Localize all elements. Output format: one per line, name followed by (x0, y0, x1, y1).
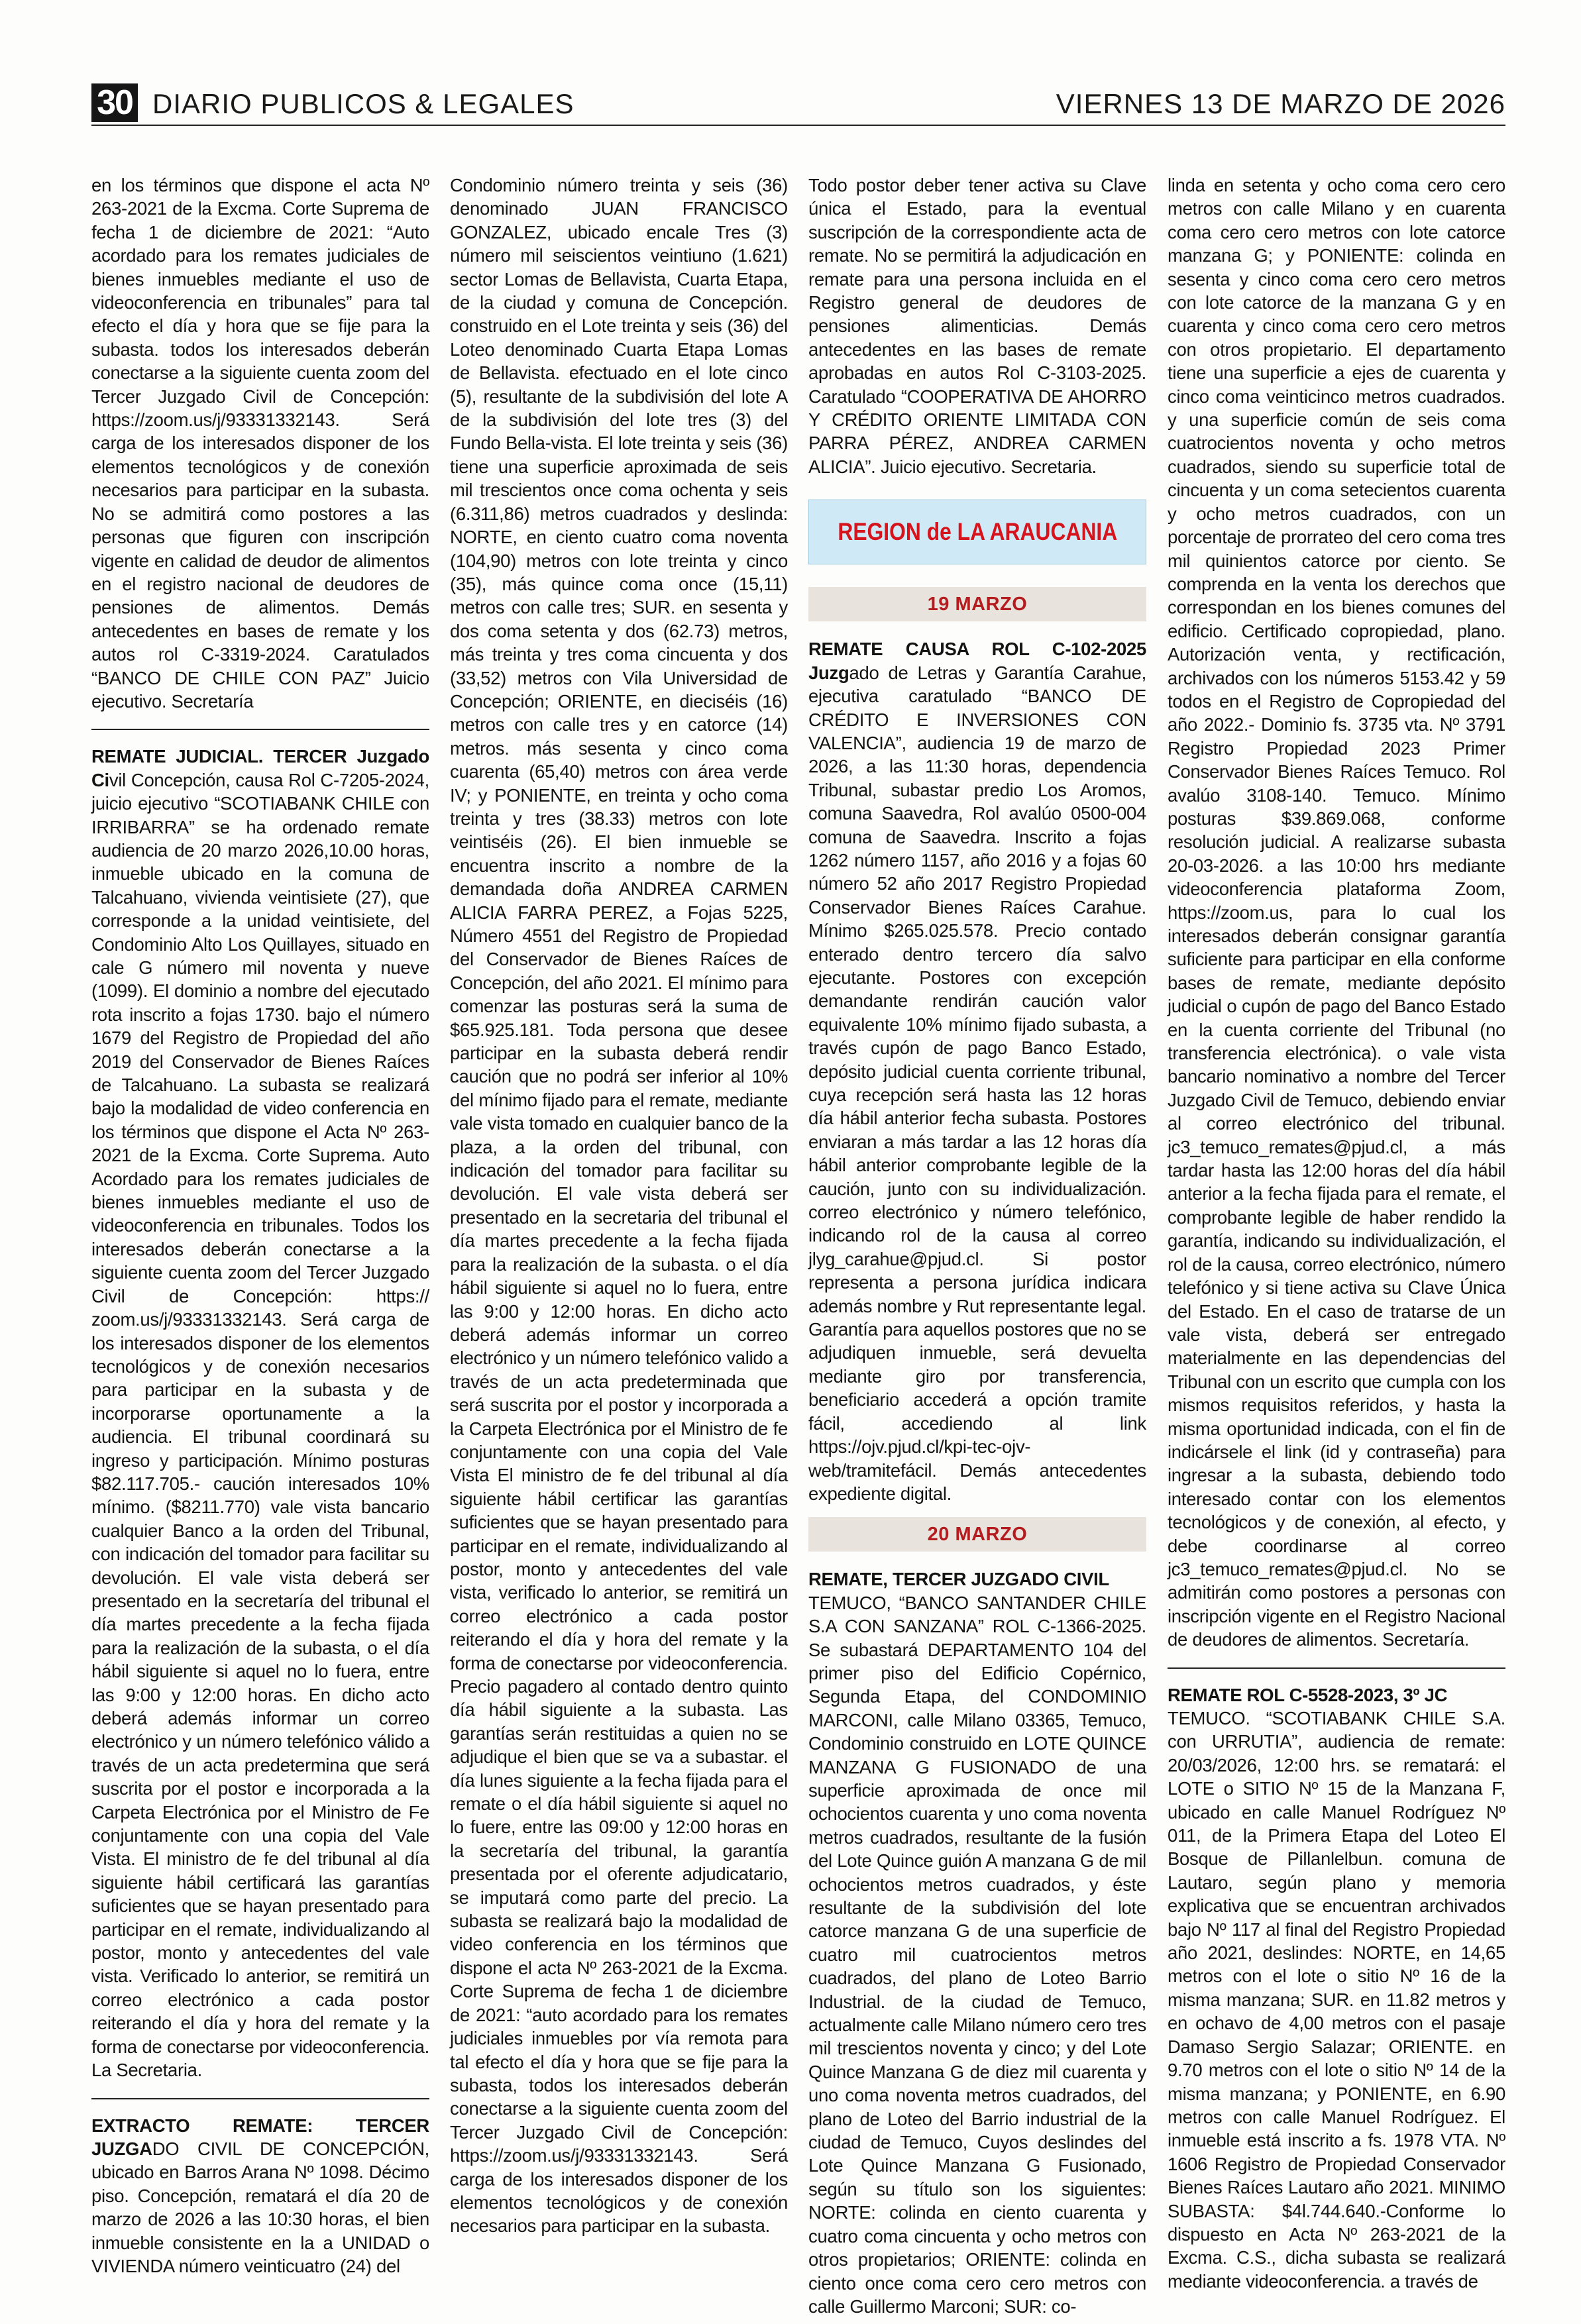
notice-remate-lautaro (1168, 1683, 1505, 2294)
issue-date: VIERNES 13 DE MARZO DE 2026 (1056, 88, 1505, 119)
notice-body: TEMUCO. “SCOTIABANK CHILE S.A. con URRUTIA”, audiencia de remate: 20/03/2026, 12:00 hrs. se rematará: el LOTE o SITIO Nº 15 de la Manzana F, ubicado en calle Manuel Rodríguez Nº 011, de la Primera Etapa del Loteo El Bosque de Pillanlelbun. comuna de Lautaro, según plano y memoria explicativa que se encuentran archivados bajo Nº 117 al final del Registro Propiedad año 2021, deslindes: NORTE, en 14,65 metros con el lote o sitio Nº 16 de la misma manzana; SUR. en 11.82 metros y en ochavo de 4,00 metros con el pasaje Damaso Sergio Salazar; ORIENTE. en 9.70 metros con el lote o sitio Nº 14 de la misma manzana; y PONIENTE, en 6.90 metros con calle Manuel Rodríguez. El inmueble está inscrito a fs. 1978 VTA. Nº 1606 Registro de Propiedad Conservador Bienes Raíces Lautaro año 2021. MINIMO SUBASTA: $4l.744.640.-Conforme lo dispuesto en Acta Nº 263-2021 de la Excma. C.S., dicha subasta se realizará mediante videoconferencia. a través de (1168, 1708, 1505, 2292)
notice-continuation: en los términos que dispone el acta Nº 263-2021 de la Excma. Corte Suprema de fecha 1 de diciembre de 2021: “Auto acordado para los remates judiciales de bienes inmuebles mediante el uso de videoconferencia en tribunales” para tal efecto el día y hora que se fije para la subasta. todos los interesados deberán conectarse a la siguiente cuenta zoom del Tercer Juzgado Civil de Concepción: https://zoom.us/j/93331332143. Será carga de los interesados disponer de los elementos tecnológicos y de conexión necesarios para participar en la subasta. No se admitirá como postores a las personas que figuren con inscripción vigente en calidad de deudor de alimentos en el registro nacional de deudores de pensiones de alimentos. Demás antecedentes en bases de remate y los autos rol C-3319-2024. Caratulados “BANCO DE CHILE CON PAZ” Juicio ejecutivo. Secretaría (91, 175, 429, 712)
notice-body: TEMUCO, “BANCO SANTANDER CHILE S.A CON SANZANA” ROL C-1366-2025. Se subastará DEPARTAMENTO 104 del primer piso del Edificio Copérnico, Segunda Etapa, del CONDOMINIO MARCONI, calle Milano 03365, Temuco, Condominio construido en LOTE QUINCE MANZANA G FUSIONADO de una superficie aproximada de once mil ochocientos cuarenta y uno coma noventa metros cuadrados, resultante de la fusión del Lote Quince guión A manzana G de mil ochocientos metros cuadrados, y éste resultante de la subdivisión del lote catorce manzana G de una superficie de cuatro mil cuatrocientos metros cuadrados, del plano de Loteo Barrio Industrial. de la ciudad de Temuco, actualmente calle Milano número cero tres mil trescientos noventa y cinco; y del Lote Quince Manzana G de diez mil cuarenta y uno coma noventa metros cuadrados, del plano de Loteo del Barrio industrial de la ciudad de Temuco, Cuyos deslindes del Lote Quince Manzana G Fusionado, según su título son los siguientes: NORTE: colinda en ciento cuarenta y cuatro coma cincuenta y ocho metros con otros propietarios; ORIENTE: colinda en ciento once coma cero cero metros con calle Guillermo Marconi; SUR: co- (808, 1592, 1146, 2317)
notice-body: ado de Letras y Garantía Carahue, ejecutiva caratulado “BANCO DE CRÉDITO E INVERSIONES CON VALENCIA”, audiencia 19 de marzo de 2026, a las 11:30 horas, dependencia Tribunal, subastar predio Los Aromos, comuna Saavedra, Rol avalúo 0500-004 comuna de Saavedra. Inscrito a fojas 1262 número 1157, año 2016 y a fojas 60 número 52 año 2017 Registro Propiedad Conservador Bienes Raíces Carahue. Mínimo $265.025.578. Precio contado enterado dentro tercero día salvo ejecutante. Postores con excepción demandante rendirán caución valor equivalente 10% mínimo fijado subasta, a través cupón de pago Banco Estado, depósito judicial cuenta corriente tribunal, cuya recepción será hasta las 12 horas día hábil anterior fecha subasta. Postores enviaran a más tardar a las 12 horas día hábil anterior comprobante legible de la caución, junto con su individualización. correo electrónico y número telefónico, indicando rol de la causa al correo jlyg_carahue@pjud.cl. Si postor representa a persona jurídica indicara además nombre y Rut representante legal. Garantía para aquellos postores que no se adjudiquen inmueble, será devuelta mediante giro por transferencia, beneficiario accederá a opción tramite fácil, accediendo al link https://ojv.pjud.cl/kpi-tec-ojv-web/tramitefácil. Demás antecedentes expediente digital. (808, 662, 1146, 1504)
page-number: 30 (91, 83, 138, 122)
header-rule (91, 125, 1505, 126)
date-header-19-marzo: 19 MARZO (808, 587, 1146, 621)
notice-body: vil Concepción, causa Rol C-7205-2024, juicio ejecutivo “SCOTIABANK CHILE con IRRIBARRA” se ha ordenado remate audiencia de 20 marzo 2026,10.00 horas, inmueble ubicado en la comuna de Talcahuano, vivienda veintisiete (27), que corresponde a la unidad veintisiete, del Condominio Alto Los Quillayes, situado en cale G número mil noventa y nueve (1099). El dominio a nombre del ejecutado rota inscrito a fojas 1730. bajo el número 1679 del Registro de Propiedad del año 2019 del Conservador de Bienes Raíces de Talcahuano. La subasta se realizará bajo la modalidad de video conferencia en los términos que dispone el Acta Nº 263-2021 de la Excma. Corte Suprema. Auto Acordado para los remates judiciales de bienes inmuebles mediante el uso de videoconferencia en tribunales. Todos los interesados deberán conectarse a la siguiente cuenta zoom del Tercer Juzgado Civil de Concepción: https:// zoom.us/j/93331332143. Será carga de los interesados disponer de los elementos tecnológicos y de conexión necesarios para participar en la subasta y de incorporarse oportunamente a la audiencia. El tribunal coordinará su ingreso y participación. Mínimo posturas $82.117.705.- caución interesados 10% mínimo. ($8211.770) vale vista bancario cualquier Banco a la orden del Tribunal, con indicación del tomador para facilitar su devolución. El vale vista deberá ser presentado en la secretaría del tribunal el día martes precedente a la fecha fijada para la realización de la subasta, o el día hábil siguiente si aquel no lo fuera, entre las 9:00 y 12:00 horas. En dicho acto deberá además informar un correo electrónico y un número telefónico válido a través de un acta predetermina que será suscrita por el postor e incorporada a la Carpeta Electrónica por el Ministro de Fe conjuntamente con una copia del Vale Vista. El ministro de fe del tribunal al día siguiente hábil certificará las garantías suficientes que se hayan presentado para participar en el remate, individualizando al postor, monto y antecedentes del vale vista. Verificado lo anterior, se remitirá un correo electrónico a cada postor reiterando el día y hora del remate y la forma de conectarse por videoconferencia. La Secretaria. (91, 769, 429, 2081)
notice-heading: REMATE CAUSA ROL C-102-2025 Juzg (808, 639, 1146, 683)
notice-remate-carahue (808, 637, 1146, 1505)
notice-separator (91, 729, 429, 730)
notice-body: DO CIVIL DE CONCEPCIÓN, ubicado en Barros Arana Nº 1098. Décimo piso. Concepción, rematará el día 20 de marzo de 2026 a las 10:30 horas, el bien inmueble consistente en la a UNIDAD o VIVIENDA número veinticuatro (24) del (91, 2138, 429, 2276)
region-title: REGION de LA ARAUCANIA (838, 518, 1117, 546)
article-columns (91, 174, 1505, 2317)
notice-heading: REMATE, TERCER JUZGADO CIVIL (808, 1569, 1110, 1590)
column-2 (450, 174, 788, 2287)
column-3 (808, 174, 1146, 2317)
notice-remate-temuco (808, 1567, 1146, 2318)
date-header-20-marzo: 20 MARZO (808, 1517, 1146, 1552)
region-banner (808, 500, 1146, 564)
notice-separator (1168, 1667, 1505, 1669)
column-1 (91, 174, 429, 2287)
notice-heading: REMATE JUDICIAL. TERCER Juzgado Ci (91, 746, 429, 790)
notice-remate-judicial (91, 745, 429, 2082)
notice-continuation: Todo postor deber tener activa su Clave única el Estado, para la eventual suscripción de la correspondiente acta de remate. No se permitirá la adjudicación en remate para una persona incluida en el Registro general de deudores de pensiones alimenticias. Demás antecedentes en las bases de remate aprobadas en autos Rol C-3103-2025. Caratulado “COOPERATIVA DE AHORRO Y CRÉDITO ORIENTE LIMITADA CON PARRA PÉREZ, ANDREA CARMEN ALICIA”. Juicio ejecutivo. Secretaria. (808, 175, 1146, 477)
notice-heading: EXTRACTO REMATE: TERCER JUZGA (91, 2115, 429, 2159)
publication-name: DIARIO PUBLICOS & LEGALES (152, 88, 574, 119)
page-header (91, 83, 1505, 122)
column-4 (1168, 174, 1505, 2292)
notice-continuation: linda en setenta y ocho coma cero cero metros con calle Milano y en cuarenta coma cero cero metros con lote catorce manzana G; y PONIENTE: colinda en sesenta y cinco coma cero cero metros con lote catorce de la manzana G y en cuarenta y cinco coma cero cero metros con otros propietario. El departamento tiene una superficie a ejes de cuarenta y cinco coma veinticinco metros cuadrados. y una superficie común de seis coma cuatrocientos noventa y ocho metros cuadrados, siendo su superficie total de cincuenta y un coma setecientos cuarenta y ocho metros cuadrados, con un porcentaje de prorrateo del cero coma tres mil quinientos catorce por ciento. Se comprenda en la venta los derechos que correspondan en los bienes comunes del edificio. Certificado copropiedad, plano. Autorización venta, y rectificación, archivados con los números 5153.42 y 59 todos en el Registro de Copropiedad del año 2022.- Dominio fs. 3735 vta. Nº 3791 Registro Propiedad 2023 Primer Conservador Bienes Raíces Temuco. Rol avalúo 3108-140. Temuco. Mínimo posturas $39.869.068, conforme resolución judicial. A realizarse subasta 20-03-2026. a las 10:00 hrs mediante videoconferencia plataforma Zoom, https://zoom.us, para lo cual los interesados deberán consignar garantía suficiente para participar en ella conforme bases de remate, mediante depósito judicial o cupón de pago del Banco Estado en la cuenta corriente del Tribunal (no transferencia electrónica). o vale vista bancario nominativo a nombre del Tercer Juzgado Civil de Temuco, debiendo enviar al correo electrónico del tribunal. jc3_temuco_remates@pjud.cl, a más tardar hasta las 12:00 horas del día hábil anterior a la fecha fijada para el remate, el comprobante legible de haber rendido la garantía, indicando su individualización, el rol de la causa, correo electrónico, número telefónico y si tiene activa su Clave Única del Estado. En el caso de tratarse de un vale vista, deberá ser entregado materialmente en las dependencias del Tribunal con un escrito que cumpla con los mismos requisitos referidos, y hasta la misma oportunidad indicada, con el fin de indicársele el link (id y contraseña) para ingresar a la subasta, debiendo todo interesado contar con los elementos tecnológicos y de conexión, al efecto, y debe coordinarse al correo jc3_temuco_remates@pjud.cl. No se admitirán como postores a personas con inscripción vigente en el Registro Nacional de deudores de alimentos. Secretaría. (1168, 175, 1505, 1650)
notice-extracto-remate (91, 2114, 429, 2278)
notice-continuation: Condominio número treinta y seis (36) denominado JUAN FRANCISCO GONZALEZ, ubicado encale Tres (3) número mil seiscientos veintiuno (1.621) sector Lomas de Bellavista, Cuarta Etapa, de la ciudad y comuna de Concepción. construido en el Lote treinta y seis (36) del Loteo denominado Cuarta Etapa Lomas de Bellavista. efectuado en el lote cinco (5), resultante de la subdivisión del lote A de la subdivisión del lote tres (3) del Fundo Bella-vista. El lote treinta y seis (36) tiene una superficie aproximada de seis mil trescientos once coma ochenta y seis (6.311,86) metros cuadrados y deslinda: NORTE, en ciento cuatro coma noventa (104,90) metros con lote treinta y cinco (35), más quince coma once (15,11) metros con calle tres; SUR. en sesenta y dos coma setenta y dos (62.73) metros, más treinta y tres coma cincuenta y dos (33,52) metros con Vila Universidad de Concepción; ORIENTE, en dieciséis (16) metros con calle tres y en catorce (14) metros. más sesenta y cinco coma cuarenta (65,40) metros con área verde IV; y PONIENTE, en treinta y ocho coma treinta y tres (38.33) metros con lote veintiséis (26). El bien inmueble se encuentra inscrito a nombre de la demandada doña ANDREA CARMEN ALICIA FARRA PEREZ, a Fojas 5225, Número 4551 del Registro de Propiedad del Conservador de Bienes Raíces de Concepción, del año 2021. El mínimo para comenzar las posturas será la suma de $65.925.181. Toda persona que desee participar en la subasta deberá rendir caución que no podrá ser inferior al 10% del mínimo fijado para el remate, mediante vale vista tomado en cualquier banco de la plaza, a la orden del tribunal, con indicación del tomador para facilitar su devolución. El vale vista deberá ser presentado en la secretaria del tribunal el día martes precedente a la fecha fijada para la realización de la subasta. o el día hábil siguiente si aquel no lo fuera, entre las 9:00 y 12:00 horas. En dicho acto deberá además informar un correo electrónico y un número telefónico valido a través de un acta predeterminada que será suscrita por el postor y incorporada a la Carpeta Electrónica por el Ministro de fe conjuntamente con una copia del Vale Vista El ministro de fe del tribunal al día siguiente hábil certificar las garantías suficientes que se hayan presentado para participar en el remate, individualizando al postor, monto y antecedentes del vale vista, verificado lo anterior, se remitirá un correo electrónico a cada postor reiterando el día y hora del remate y la forma de conectarse por videoconferencia. Precio pagadero al contado dentro quinto día hábil siguiente a la subasta. Las garantías serán restituidas a quien no se adjudique el bien que se va a subastar. el día lunes siguiente a la fecha fijada para el remate o el día hábil siguiente si aquel no lo fuere, entre las 09:00 y 12:00 horas en la secretaría del tribunal, la garantía presentada por el oferente adjudicatario, se imputará como parte del precio. La subasta se realizará bajo la modalidad de video conferencia en los términos que dispone el acta Nº 263-2021 de la Excma. Corte Suprema de fecha 1 de diciembre de 2021: “auto acordado para los remates judiciales inmuebles por vía remota para tal efecto el día y hora que se fije para la subasta, todos los interesados deberán conectarse a la siguiente cuenta zoom del Tercer Juzgado Civil de Concepción: https://zoom.us/j/93331332143. Será carga de los interesados disponer de los elementos tecnológicos y de conexión necesarios para participar en la subasta. (450, 175, 788, 2237)
notice-separator (91, 2098, 429, 2099)
notice-heading: REMATE ROL C-5528-2023, 3º JC (1168, 1684, 1448, 1705)
